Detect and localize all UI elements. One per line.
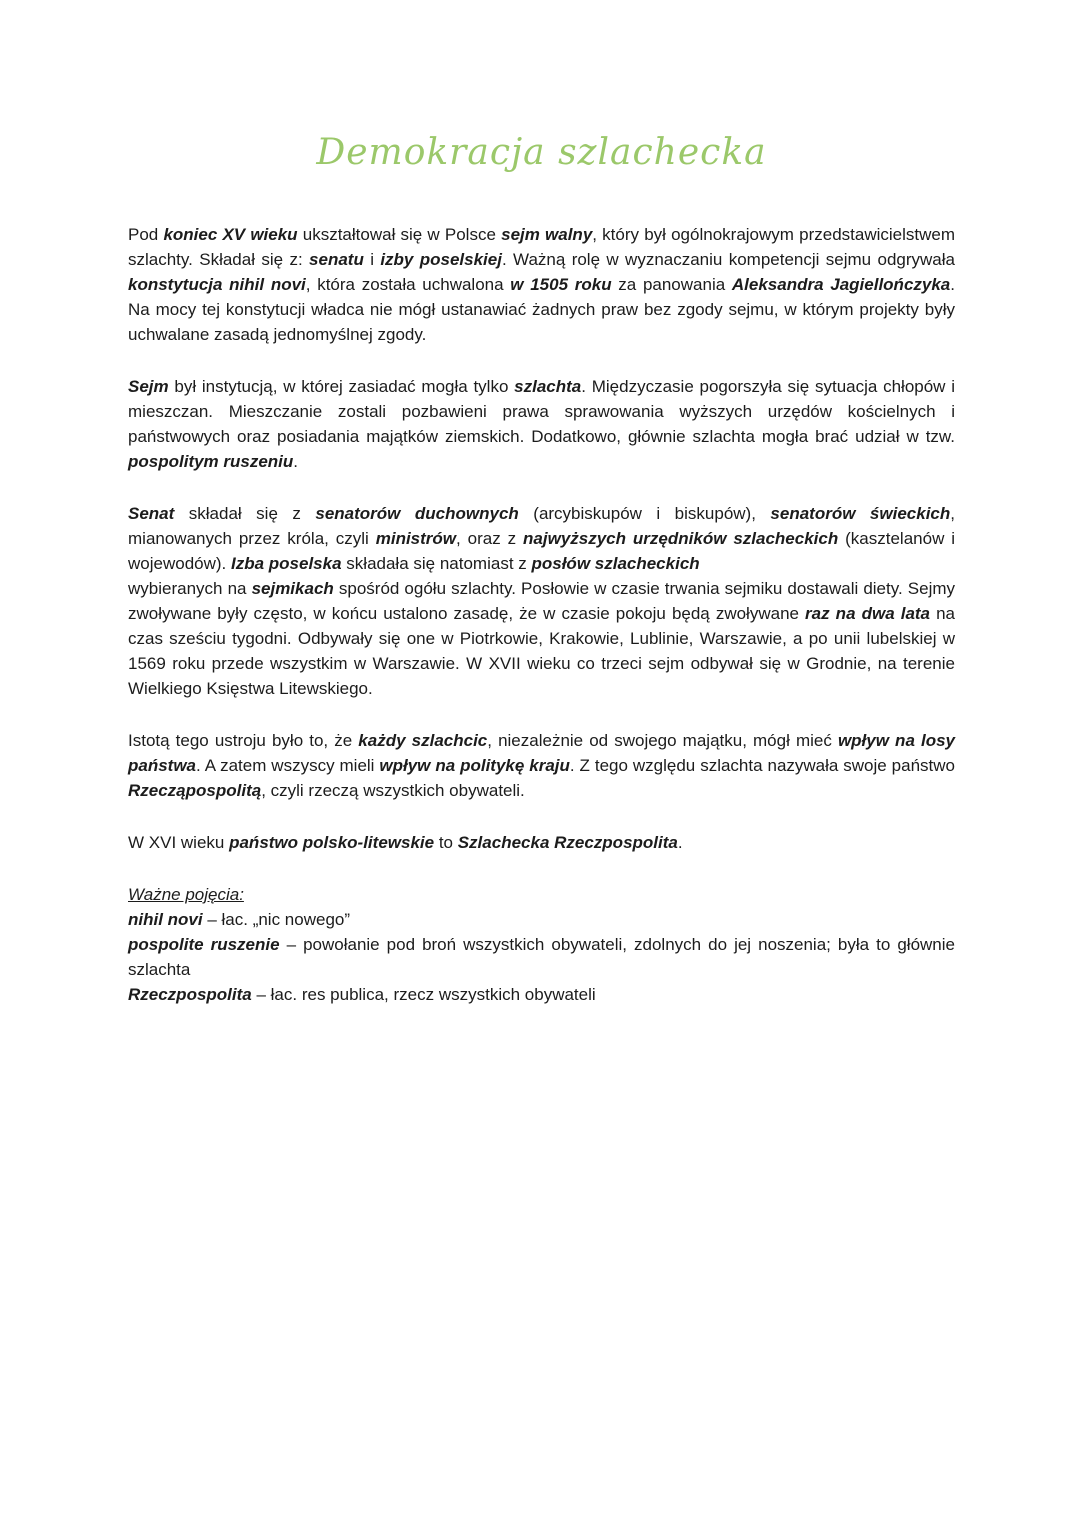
text-segment: najwyższych urzędników szlacheckich — [523, 529, 839, 548]
text-segment: pospolitym ruszeniu — [128, 452, 294, 471]
text-segment: (arcybiskupów i biskupów), — [518, 504, 771, 523]
text-segment: Istotą tego ustroju było to, że — [128, 731, 359, 750]
text-segment: nihil novi — [128, 910, 203, 929]
text-segment: – powołanie pod broń wszystkich obywateli, zdolnych do jej noszenia; była to głównie szlachta — [128, 935, 955, 979]
text-segment: sejmikach — [251, 579, 334, 598]
paragraph-intro-sejm-walny — [128, 222, 955, 347]
text-segment: (kasztelanów i wojewodów). — [128, 529, 956, 573]
text-segment: Rzeczpospolita — [128, 985, 252, 1004]
text-segment: – łac. „nic nowego” — [202, 910, 351, 929]
text-segment: spośród ogółu szlachty. Posłowie w czasie trwania sejmiku dostawali diety. Sejmy zwoływane były często, w końcu ustalono zasadę, że w czasie pokoju będą zwoływane — [128, 579, 956, 623]
text-segment: – łac. res publica, rzecz wszystkich obywateli — [251, 985, 596, 1004]
text-segment: Ważne pojęcia: — [128, 885, 244, 904]
text-segment: wybieranych na — [128, 579, 252, 598]
text-segment: . Ważną rolę w wyznaczaniu kompetencji sejmu odgrywała — [501, 250, 955, 269]
text-segment: państwo polsko-litewskie — [229, 833, 435, 852]
text-segment: . A zatem wszyscy mieli — [196, 756, 380, 775]
text-segment: w 1505 roku — [510, 275, 612, 294]
text-segment: Izba poselska — [231, 554, 342, 573]
paragraph-definition-nihil-novi — [128, 907, 955, 932]
text-segment: , oraz z — [456, 529, 524, 548]
text-segment: sejm walny — [501, 225, 593, 244]
text-segment: Sejm — [128, 377, 169, 396]
text-segment: , mianowanych przez króla, czyli — [128, 504, 955, 548]
paragraph-glossary-heading — [128, 882, 955, 907]
text-segment: każdy szlachcic — [358, 731, 488, 750]
text-segment: wpływ na losy państwa — [128, 731, 956, 775]
text-segment: ukształtował się w Polsce — [297, 225, 502, 244]
text-segment: Senat — [128, 504, 175, 523]
text-segment: ministrów — [375, 529, 457, 548]
text-segment: wpływ na politykę kraju — [379, 756, 570, 775]
text-segment: . — [293, 452, 299, 471]
text-segment: na czas sześciu tygodni. Odbywały się one w Piotrkowie, Krakowie, Lublinie, Warszawie, a po unii lubelskiej w 1569 roku przede wszystkim w Warszawie. W XVII wieku co trzeci sejm odbywał się w Grodnie, na terenie Wielkiego Księstwa Litewskiego. — [128, 604, 955, 698]
paragraph-xvi-century — [128, 830, 955, 855]
text-segment: za panowania — [611, 275, 732, 294]
text-segment: koniec XV wieku — [163, 225, 298, 244]
text-segment: był instytucją, w której zasiadać mogła tylko — [168, 377, 515, 396]
text-segment: raz na dwa lata — [805, 604, 931, 623]
text-segment: . Międzyczasie pogorszyła się sytuacja chłopów i mieszczan. Mieszczanie zostali pozbawieni prawa sprawowania wyższych urzędów kościelnych i państwowych oraz posiadania majątków ziemskich. Dodatkowo, głównie szlachta mogła brać udział w tzw. — [128, 377, 955, 446]
text-segment: senatorów duchownych — [315, 504, 519, 523]
paragraph-definition-pospolite-ruszenie — [128, 932, 955, 982]
text-segment: Szlachecka Rzeczpospolita — [457, 833, 678, 852]
document-body — [128, 176, 955, 1007]
text-segment: składał się z — [174, 504, 316, 523]
text-segment: W XVI wieku — [128, 833, 230, 852]
text-segment: posłów szlacheckich — [531, 554, 700, 573]
text-segment: Aleksandra Jagiellończyka — [731, 275, 951, 294]
text-segment: senatorów świeckich — [770, 504, 951, 523]
text-segment: . Na mocy tej konstytucji władca nie mógł ustanawiać żadnych praw bez zgody sejmu, w którym projekty były uchwalane zasadą jednomyślnej zgody. — [128, 275, 955, 344]
paragraph-senat-structure — [128, 501, 955, 701]
paragraph-essence-of-system — [128, 728, 955, 803]
text-segment: szlachta — [514, 377, 582, 396]
text-segment: , czyli rzeczą wszystkich obywateli. — [261, 781, 525, 800]
document-title: Demokracja szlachecka — [316, 132, 767, 173]
text-segment: i — [363, 250, 381, 269]
text-segment: pospolite ruszenie — [128, 935, 280, 954]
text-segment: . Z tego względu szlachta nazywała swoje państwo — [569, 756, 955, 775]
text-segment: senatu — [309, 250, 364, 269]
text-segment: składała się natomiast z — [341, 554, 532, 573]
text-segment: konstytucja nihil novi — [128, 275, 306, 294]
text-segment: . — [677, 833, 683, 852]
text-segment: to — [434, 833, 458, 852]
text-segment: , niezależnie od swojego majątku, mógł mieć — [487, 731, 838, 750]
paragraph-definition-rzeczpospolita — [128, 982, 955, 1007]
text-segment: , która została uchwalona — [305, 275, 511, 294]
text-segment: , który był ogólnokrajowym przedstawicielstwem szlachty. Składał się z: — [128, 225, 956, 269]
paragraph-sejm-institution — [128, 374, 955, 474]
text-segment: izby poselskiej — [380, 250, 502, 269]
text-segment: Pod — [128, 225, 164, 244]
text-segment: Rzecząpospolitą — [128, 781, 262, 800]
